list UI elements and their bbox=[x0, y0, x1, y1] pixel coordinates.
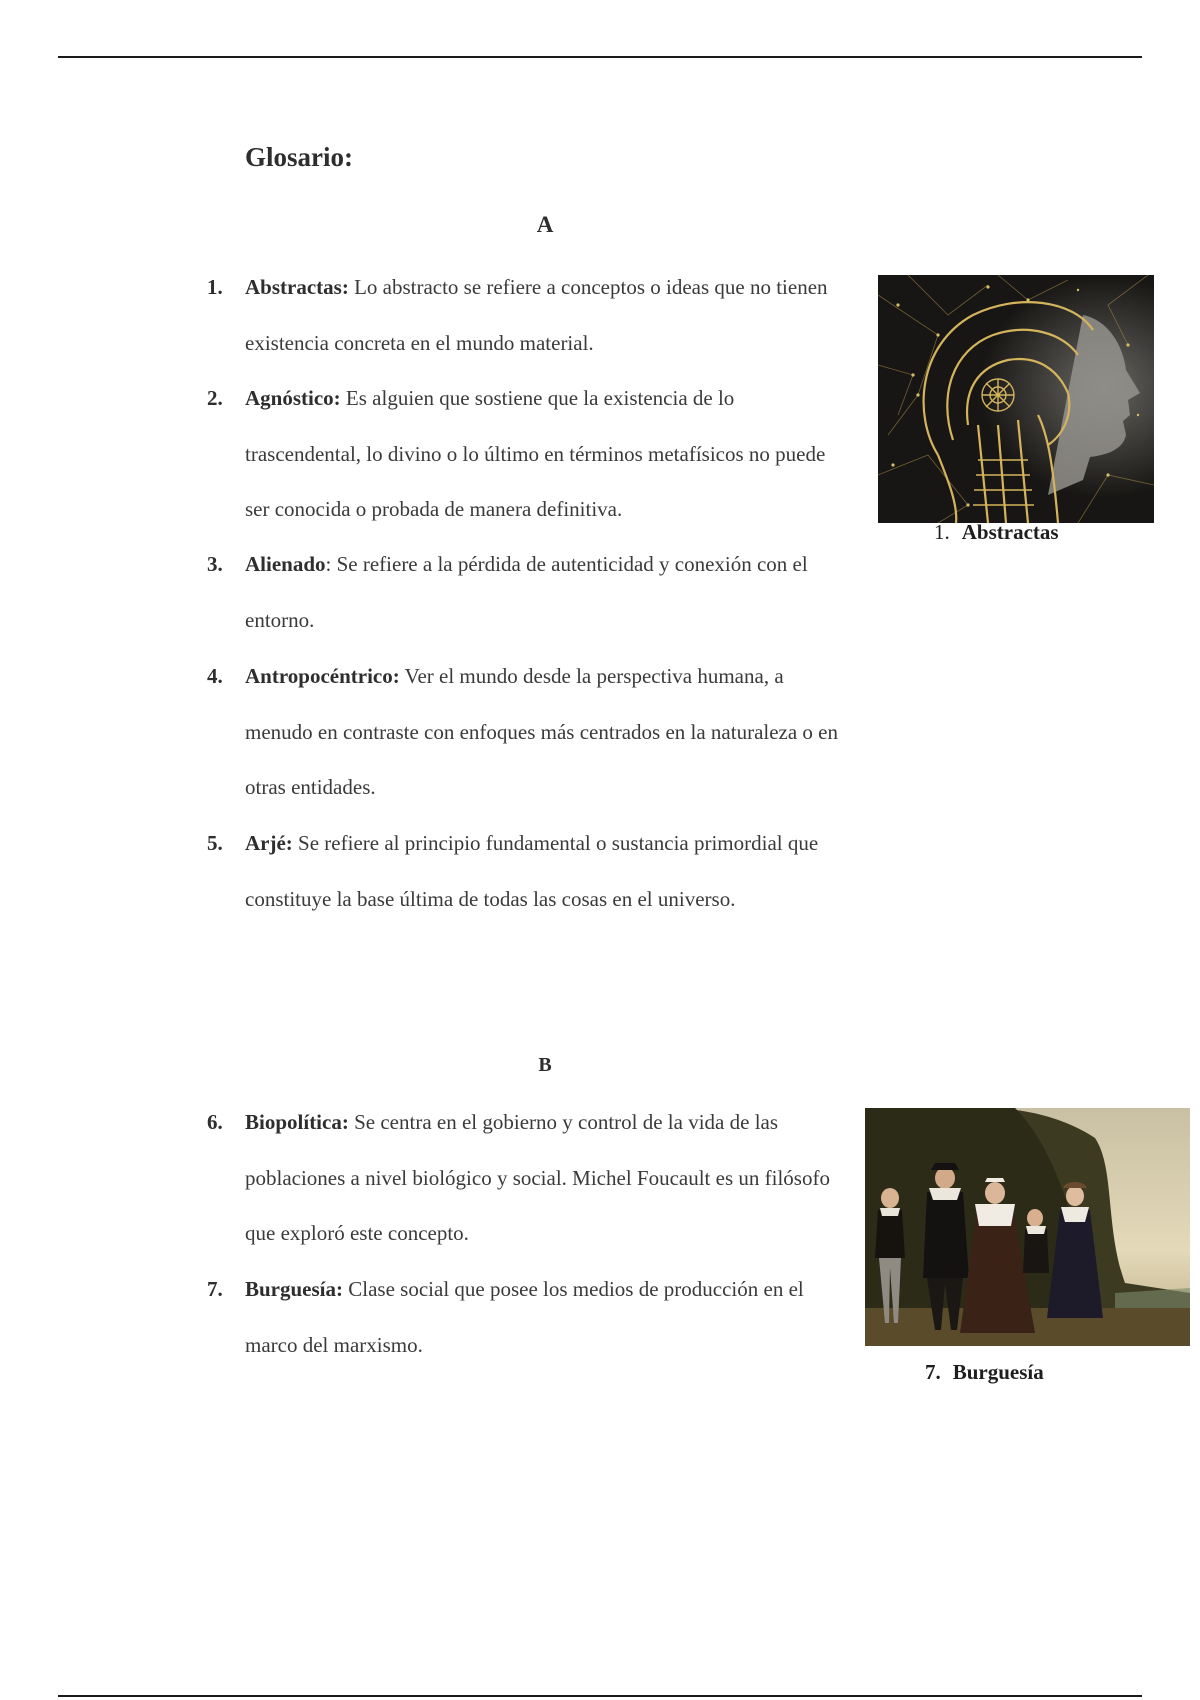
entry-term: Burguesía: bbox=[245, 1277, 344, 1301]
figure-abstractas bbox=[878, 275, 1154, 523]
entry-definition: : Se refiere a la pérdida de autenticidad y conexión con el entorno. bbox=[245, 552, 808, 632]
entry-number: 4. bbox=[207, 664, 223, 688]
glossary-entry-abstractas bbox=[207, 260, 830, 371]
glossary-entry-antropocentrico bbox=[207, 649, 840, 816]
entry-number: 3. bbox=[207, 552, 223, 576]
entry-term: Abstractas: bbox=[245, 275, 349, 299]
entry-term: Biopolítica: bbox=[245, 1110, 349, 1134]
entry-definition: Se refiere al principio fundamental o sustancia primordial que constituye la base última de todas las cosas en el universo. bbox=[245, 831, 819, 911]
entry-term: Arjé: bbox=[245, 831, 293, 855]
figure-caption-burguesia bbox=[925, 1360, 1044, 1385]
figure-caption-abstractas bbox=[934, 520, 1059, 545]
caption-number: 1. bbox=[934, 520, 950, 544]
glossary-entry-agnostico bbox=[207, 371, 830, 538]
caption-number: 7. bbox=[925, 1360, 941, 1384]
entry-number: 1. bbox=[207, 275, 223, 299]
entry-number: 6. bbox=[207, 1110, 223, 1134]
entry-definition: Se centra en el gobierno y control de la vida de las poblaciones a nivel biológico y social. Michel Foucault es un filósofo que exploró este concepto. bbox=[245, 1110, 830, 1245]
figure-burguesia bbox=[865, 1108, 1190, 1346]
entry-number: 2. bbox=[207, 386, 223, 410]
entry-term: Agnóstico: bbox=[245, 386, 341, 410]
entry-number: 7. bbox=[207, 1277, 223, 1301]
section-letter-b: B bbox=[538, 1054, 552, 1076]
glossary-entry-biopolitica bbox=[207, 1095, 857, 1262]
glossary-entry-alienado bbox=[207, 537, 840, 648]
caption-term: Abstractas bbox=[961, 520, 1059, 544]
page-title: Glosario: bbox=[245, 142, 353, 172]
entry-term: Antropocéntrico: bbox=[245, 664, 400, 688]
glossary-entry-arje bbox=[207, 816, 855, 927]
glossary-entry-burguesia bbox=[207, 1262, 845, 1373]
entry-definition: Es alguien que sostiene que la existencia de lo trascendental, lo divino o lo último en términos metafísicos no puede ser conocida o probada de manera definitiva. bbox=[245, 386, 826, 521]
caption-term: Burguesía bbox=[952, 1360, 1044, 1384]
entry-number: 5. bbox=[207, 831, 223, 855]
section-letter-a: A bbox=[536, 212, 554, 237]
entry-term: Alienado bbox=[245, 552, 326, 576]
entry-definition: Ver el mundo desde la perspectiva humana, a menudo en contraste con enfoques más centrados en la naturaleza o en otras entidades. bbox=[245, 664, 839, 799]
entry-definition: Clase social que posee los medios de producción en el marco del marxismo. bbox=[245, 1277, 804, 1357]
family-portrait-painting-icon bbox=[865, 1108, 1190, 1346]
bottom-rule bbox=[58, 1695, 1142, 1697]
entry-definition: Lo abstracto se refiere a conceptos o ideas que no tienen existencia concreta en el mundo material. bbox=[245, 275, 828, 355]
golden-neural-head-illustration-icon bbox=[878, 275, 1154, 523]
